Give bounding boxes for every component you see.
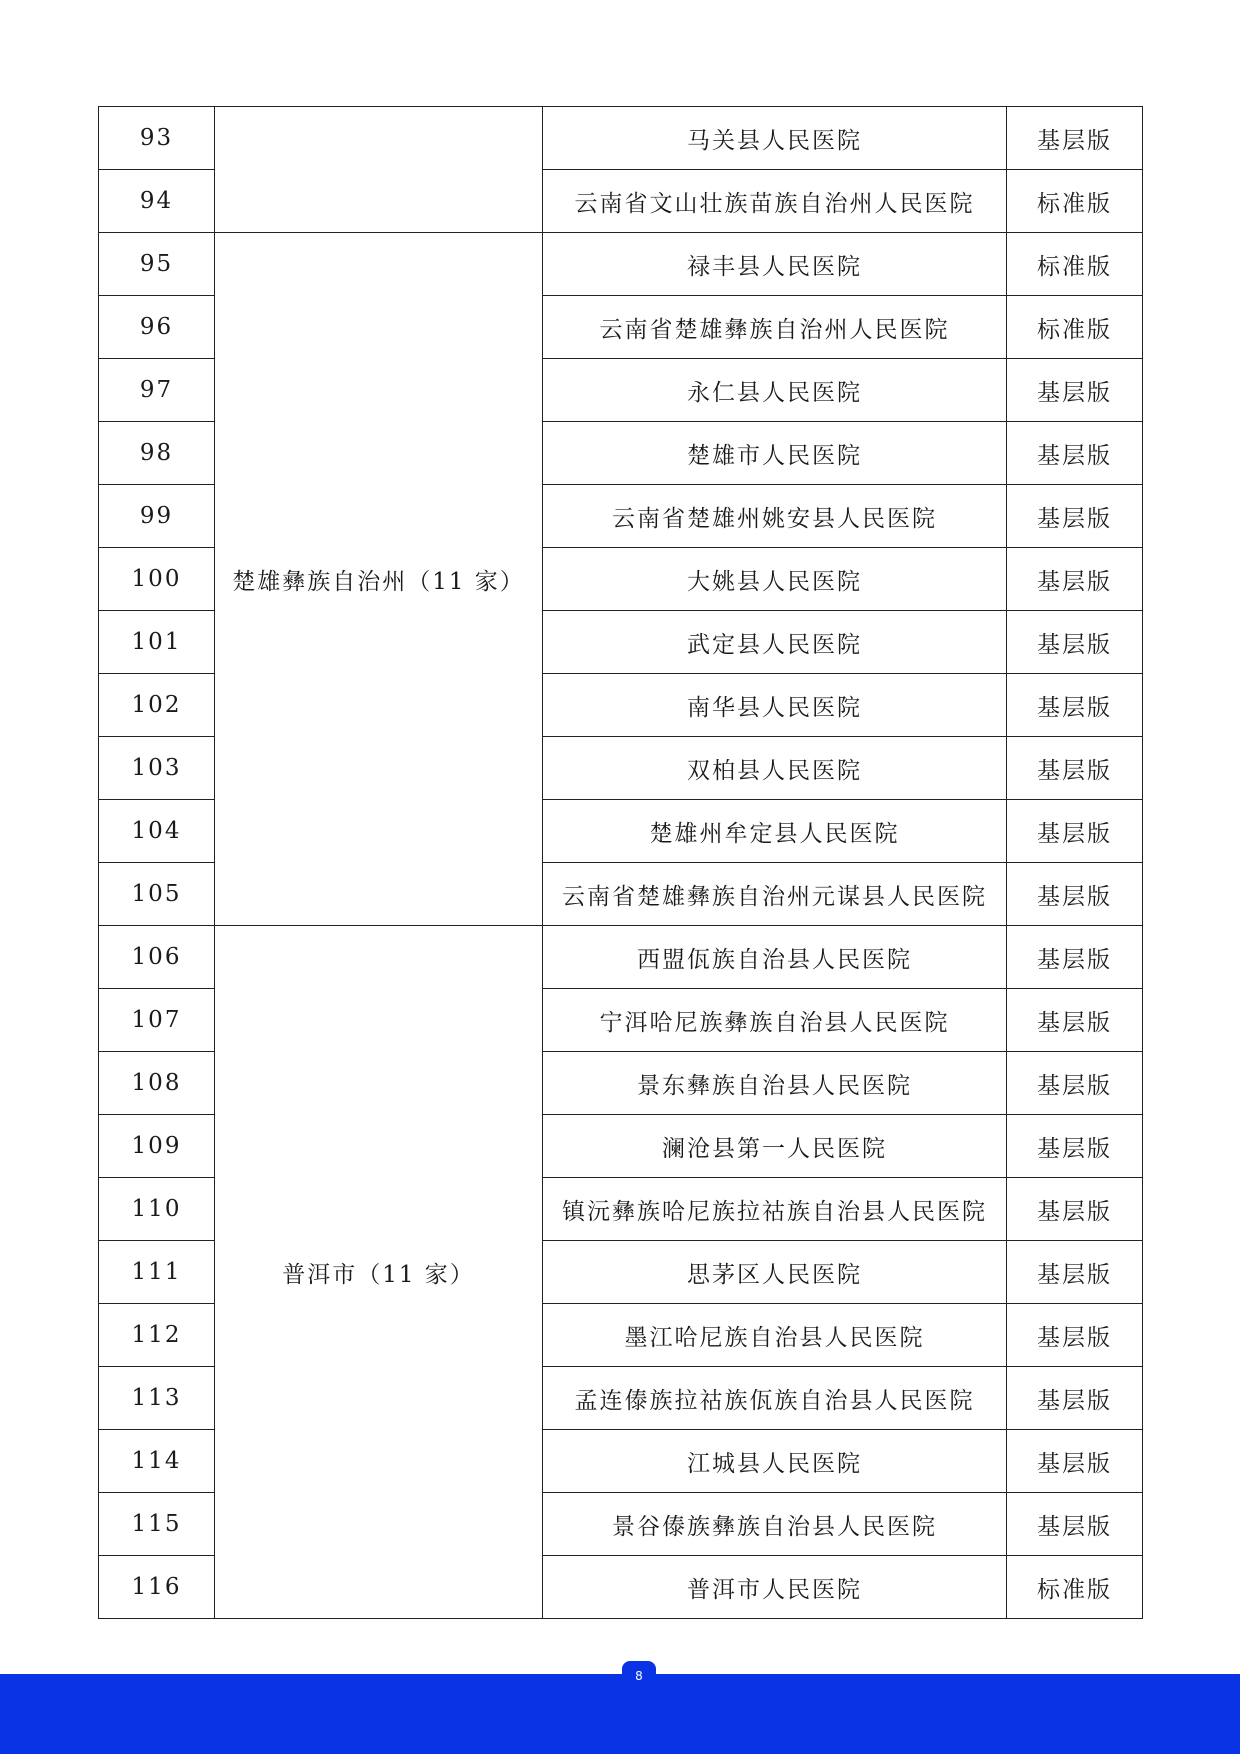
row-index: 114 — [99, 1430, 215, 1493]
version-label: 基层版 — [1007, 1304, 1143, 1367]
version-label: 基层版 — [1007, 422, 1143, 485]
row-index: 116 — [99, 1556, 215, 1619]
footer-bar — [0, 1674, 1240, 1754]
hospital-name: 云南省楚雄彝族自治州元谋县人民医院 — [543, 863, 1007, 926]
hospital-list-body — [99, 107, 1143, 1619]
row-index: 104 — [99, 800, 215, 863]
row-index: 96 — [99, 296, 215, 359]
hospital-name: 双柏县人民医院 — [543, 737, 1007, 800]
version-label: 基层版 — [1007, 359, 1143, 422]
region-cell: 普洱市（11 家） — [215, 926, 543, 1619]
hospital-name: 景谷傣族彝族自治县人民医院 — [543, 1493, 1007, 1556]
hospital-name: 云南省楚雄州姚安县人民医院 — [543, 485, 1007, 548]
hospital-name: 云南省文山壮族苗族自治州人民医院 — [543, 170, 1007, 233]
version-label: 基层版 — [1007, 1241, 1143, 1304]
hospital-name: 镇沅彝族哈尼族拉祜族自治县人民医院 — [543, 1178, 1007, 1241]
table-row — [99, 107, 1143, 170]
row-index: 100 — [99, 548, 215, 611]
version-label: 标准版 — [1007, 296, 1143, 359]
version-label: 基层版 — [1007, 1493, 1143, 1556]
row-index: 93 — [99, 107, 215, 170]
version-label: 标准版 — [1007, 1556, 1143, 1619]
version-label: 基层版 — [1007, 107, 1143, 170]
hospital-name: 禄丰县人民医院 — [543, 233, 1007, 296]
hospital-name: 楚雄州牟定县人民医院 — [543, 800, 1007, 863]
hospital-name: 孟连傣族拉祜族佤族自治县人民医院 — [543, 1367, 1007, 1430]
row-index: 115 — [99, 1493, 215, 1556]
row-index: 94 — [99, 170, 215, 233]
version-label: 基层版 — [1007, 1178, 1143, 1241]
version-label: 基层版 — [1007, 989, 1143, 1052]
hospital-name: 永仁县人民医院 — [543, 359, 1007, 422]
hospital-name: 宁洱哈尼族彝族自治县人民医院 — [543, 989, 1007, 1052]
row-index: 102 — [99, 674, 215, 737]
version-label: 基层版 — [1007, 1052, 1143, 1115]
row-index: 105 — [99, 863, 215, 926]
page-number: 8 — [622, 1661, 656, 1687]
row-index: 110 — [99, 1178, 215, 1241]
version-label: 基层版 — [1007, 1115, 1143, 1178]
version-label: 基层版 — [1007, 1367, 1143, 1430]
version-label: 基层版 — [1007, 674, 1143, 737]
hospital-name: 大姚县人民医院 — [543, 548, 1007, 611]
row-index: 111 — [99, 1241, 215, 1304]
row-index: 108 — [99, 1052, 215, 1115]
row-index: 109 — [99, 1115, 215, 1178]
version-label: 基层版 — [1007, 926, 1143, 989]
hospital-name: 云南省楚雄彝族自治州人民医院 — [543, 296, 1007, 359]
row-index: 106 — [99, 926, 215, 989]
version-label: 基层版 — [1007, 737, 1143, 800]
version-label: 标准版 — [1007, 170, 1143, 233]
version-label: 基层版 — [1007, 800, 1143, 863]
version-label: 基层版 — [1007, 863, 1143, 926]
version-label: 基层版 — [1007, 611, 1143, 674]
hospital-name: 马关县人民医院 — [543, 107, 1007, 170]
hospital-name: 南华县人民医院 — [543, 674, 1007, 737]
row-index: 107 — [99, 989, 215, 1052]
version-label: 基层版 — [1007, 548, 1143, 611]
row-index: 101 — [99, 611, 215, 674]
hospital-name: 澜沧县第一人民医院 — [543, 1115, 1007, 1178]
row-index: 112 — [99, 1304, 215, 1367]
table-row — [99, 926, 1143, 989]
version-label: 基层版 — [1007, 485, 1143, 548]
version-label: 标准版 — [1007, 233, 1143, 296]
row-index: 113 — [99, 1367, 215, 1430]
hospital-name: 景东彝族自治县人民医院 — [543, 1052, 1007, 1115]
hospital-list-table — [98, 106, 1143, 1619]
row-index: 98 — [99, 422, 215, 485]
row-index: 95 — [99, 233, 215, 296]
hospital-name: 墨江哈尼族自治县人民医院 — [543, 1304, 1007, 1367]
hospital-name: 思茅区人民医院 — [543, 1241, 1007, 1304]
row-index: 103 — [99, 737, 215, 800]
row-index: 99 — [99, 485, 215, 548]
version-label: 基层版 — [1007, 1430, 1143, 1493]
hospital-name: 普洱市人民医院 — [543, 1556, 1007, 1619]
hospital-name: 楚雄市人民医院 — [543, 422, 1007, 485]
hospital-name: 江城县人民医院 — [543, 1430, 1007, 1493]
table-row — [99, 233, 1143, 296]
row-index: 97 — [99, 359, 215, 422]
hospital-name: 西盟佤族自治县人民医院 — [543, 926, 1007, 989]
hospital-name: 武定县人民医院 — [543, 611, 1007, 674]
region-cell: 楚雄彝族自治州（11 家） — [215, 233, 543, 926]
region-cell — [215, 107, 543, 233]
